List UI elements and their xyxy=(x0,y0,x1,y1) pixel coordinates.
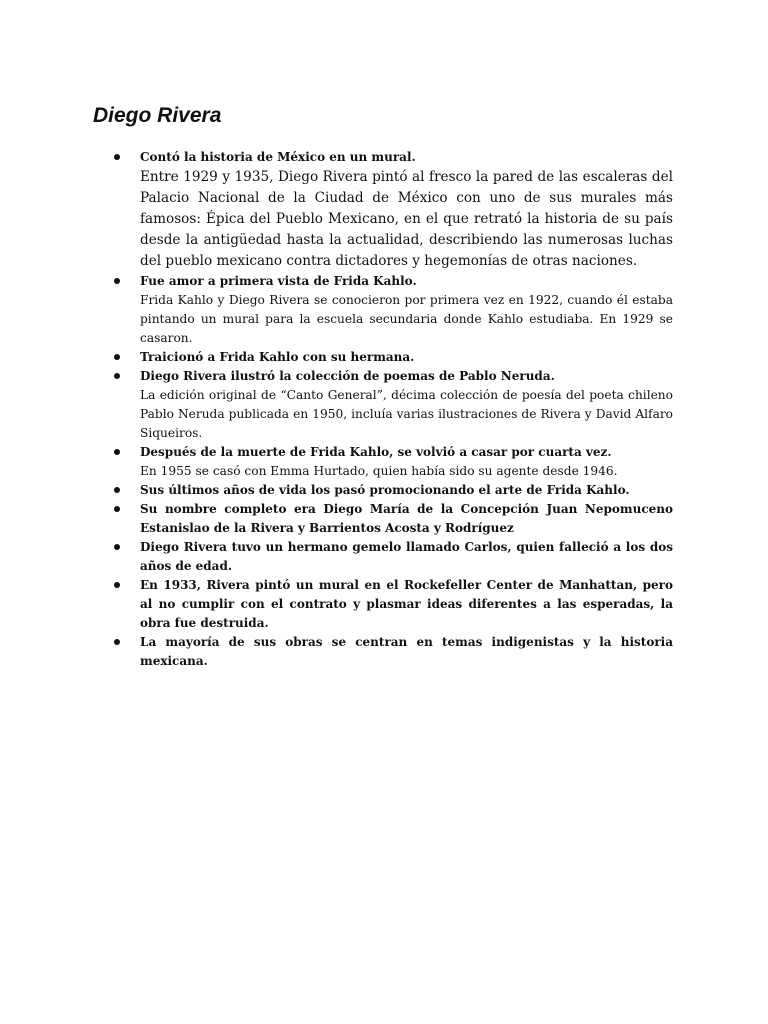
bullet-icon xyxy=(114,278,120,284)
list-item xyxy=(140,481,673,500)
list-item xyxy=(140,367,673,443)
list-item xyxy=(140,538,673,576)
list-item xyxy=(140,576,673,633)
bullet-icon xyxy=(114,154,120,160)
list-item xyxy=(140,348,673,367)
bullet-icon xyxy=(114,487,120,493)
item-heading: Fue amor a primera vista de Frida Kahlo. xyxy=(140,274,417,288)
bullet-icon xyxy=(114,544,120,550)
list-item xyxy=(140,148,673,272)
item-heading: En 1933, Rivera pintó un mural en el Rockefeller Center de Manhattan, pero al no cumplir con el contrato y plasmar ideas diferentes a las esperadas, la obra fue destruida. xyxy=(140,578,673,630)
item-heading: Diego Rivera ilustró la colección de poemas de Pablo Neruda. xyxy=(140,369,555,383)
bullet-icon xyxy=(114,582,120,588)
list-item xyxy=(140,272,673,348)
item-heading: Contó la historia de México en un mural. xyxy=(140,150,416,164)
list-item xyxy=(140,443,673,481)
item-body: Entre 1929 y 1935, Diego Rivera pintó al fresco la pared de las escaleras del Palacio Nacional de la Ciudad de México con uno de sus murales más famosos: Épica del Pueblo Mexicano, en el que retrató la historia de su país desde la antigüedad hasta la actualidad, describiendo las numerosas luchas del pueblo mexicano contra dictadores y hegemonías de otras naciones. xyxy=(140,169,673,269)
item-heading: Traicionó a Frida Kahlo con su hermana. xyxy=(140,350,415,364)
facts-list xyxy=(93,148,673,671)
item-heading: Sus últimos años de vida los pasó promocionando el arte de Frida Kahlo. xyxy=(140,483,630,497)
item-body: En 1955 se casó con Emma Hurtado, quien había sido su agente desde 1946. xyxy=(140,464,618,478)
bullet-icon xyxy=(114,354,120,360)
item-heading: Después de la muerte de Frida Kahlo, se volvió a casar por cuarta vez. xyxy=(140,445,612,459)
item-heading: Su nombre completo era Diego María de la Concepción Juan Nepomuceno Estanislao de la Rivera y Barrientos Acosta y Rodríguez xyxy=(140,502,673,535)
item-body: Frida Kahlo y Diego Rivera se conocieron por primera vez en 1922, cuando él estaba pintando un mural para la escuela secundaria donde Kahlo estudiaba. En 1929 se casaron. xyxy=(140,293,673,345)
list-item xyxy=(140,633,673,671)
bullet-icon xyxy=(114,639,120,645)
list-item xyxy=(140,500,673,538)
bullet-icon xyxy=(114,506,120,512)
bullet-icon xyxy=(114,373,120,379)
item-heading: La mayoría de sus obras se centran en temas indigenistas y la historia mexicana. xyxy=(140,635,673,668)
document-title: Diego Rivera xyxy=(93,104,222,127)
bullet-icon xyxy=(114,449,120,455)
item-body: La edición original de “Canto General”, décima colección de poesía del poeta chileno Pablo Neruda publicada en 1950, incluía varias ilustraciones de Rivera y David Alfaro Siqueiros. xyxy=(140,388,673,440)
item-heading: Diego Rivera tuvo un hermano gemelo llamado Carlos, quien falleció a los dos años de edad. xyxy=(140,540,673,573)
